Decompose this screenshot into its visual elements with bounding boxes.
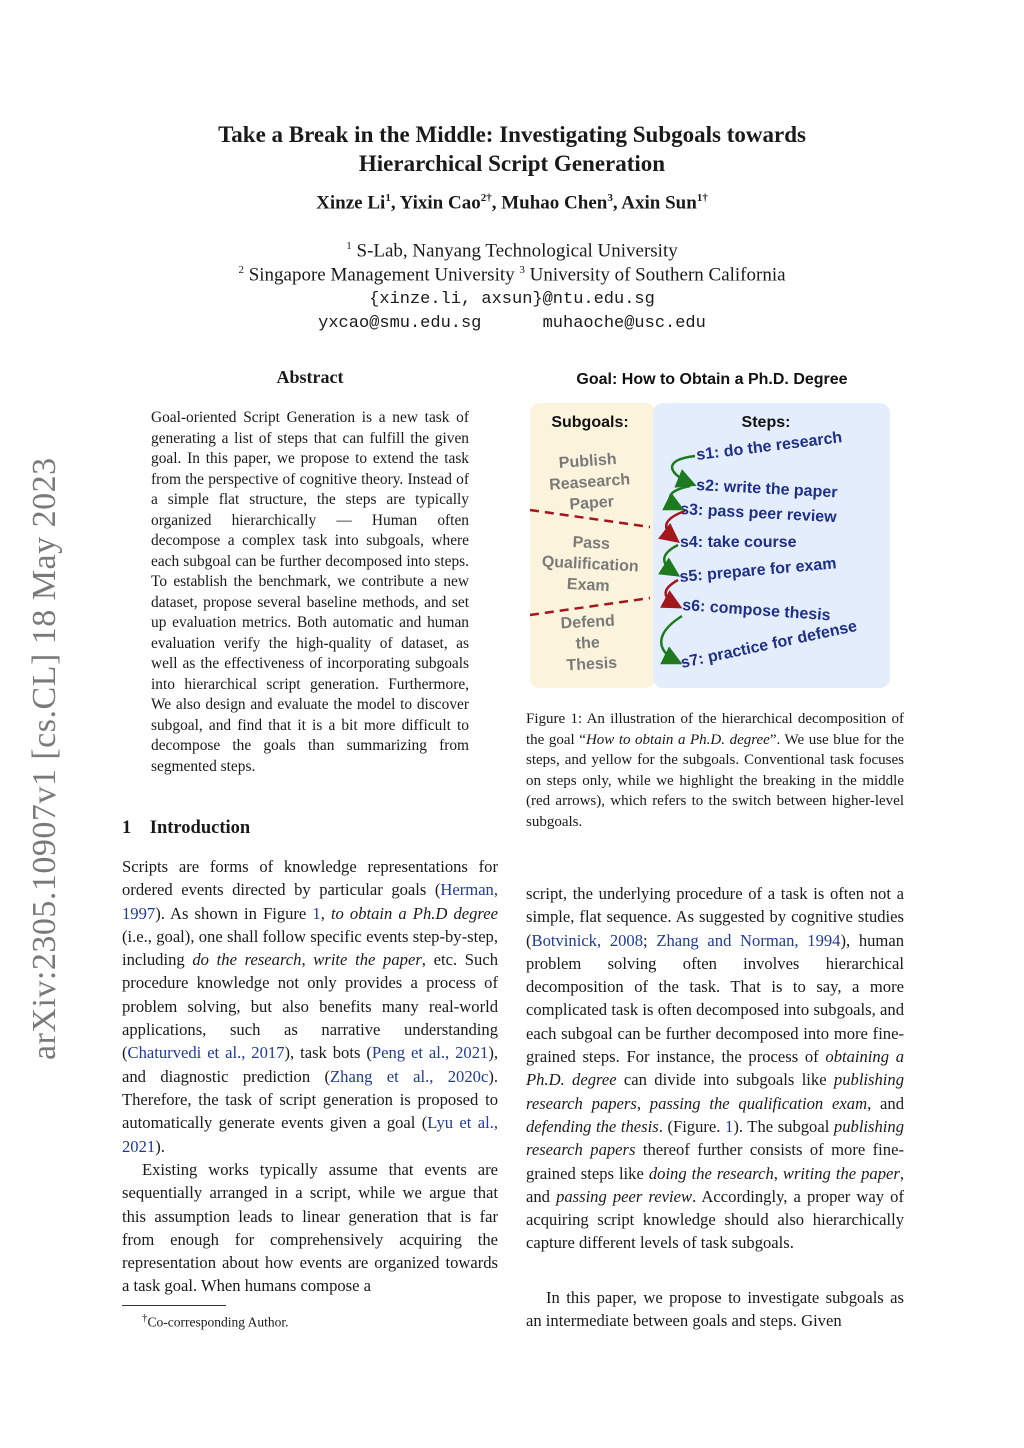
author-name: Axin Sun [621,192,697,214]
figure-ref-link[interactable]: 1 [312,903,321,923]
step-s6: s6: compose thesis [681,597,832,625]
email-address[interactable]: muhaoche@usc.edu [542,314,706,333]
italic-run: writing the paper [782,1163,900,1183]
author-sup: 2† [480,192,492,204]
text-run: ”. We use blue for the steps, and yellow for the subgoals. Conventional task focuses on steps only, while we highlight the breaking in the middle (red arrows), which refers to the switch between higher-level subgoals. [526,731,905,830]
step-s7: s7: practice for defense [679,617,859,672]
text-run: , etc. Such procedure knowledge not only provides a process of problem solving, but also benefits many real-world applications, such as narrative understanding ( [122,950,498,1063]
section-title: Introduction [149,818,251,838]
subgoal-3-line: Thesis [566,654,618,675]
citation-link[interactable]: Zhang and Norman, 1994 [656,930,841,950]
citation-link[interactable]: Herman, 1997 [122,880,498,923]
text-run: , and [526,1163,905,1206]
text-run: , [636,1093,650,1113]
subgoal-2-line: Exam [566,575,611,596]
text-run: ; [643,930,657,950]
italic-run: How to obtain a Ph.D. degree [585,731,770,748]
email-line-1[interactable]: {xinze.li, axsun}@ntu.edu.sg [369,290,655,309]
abstract-text: Goal-oriented Script Generation is a new task of generating a list of steps that can fulfill the given goal. In this paper, we propose to extend the task from the perspective of cognitive theory. Instead of a simple flat structure, the steps are typically organized hierarchically — Human often decompose a complex task into subgoals, where each subgoal can be further decomposed into steps. To establish the benchmark, we contribute a new dataset, propose several baseline methods, and set up evaluation metrics. Both automatic and human evaluation verify the high-quality of dataset, as well as the effectiveness of incorporating subgoals into hierarchical script generation. Furthermore, We also design and evaluate the model to discover subgoal, and find that it is a bit more difficult to decompose the goals than summarizing from segmented steps. [151,409,469,775]
intro-paragraph-2: Existing works typically assume that events are sequentially arranged in a script, while we argue that this assumption leads to linear generation that is far from enough for comprehensively acquiring the representation about how events are organized towards a task goal. When humans compose a [122,1160,498,1296]
affiliation-sup: 2 [238,264,244,276]
author-sup: 1 [385,192,391,204]
italic-run: doing the research [648,1163,774,1183]
author-name: Xinze Li [316,192,386,214]
citation-link[interactable]: Zhang et al., 2020c [330,1066,489,1086]
text-run: ), and diagnostic prediction ( [122,1043,498,1086]
step-s1: s1: do the research [695,429,844,464]
text-run: Figure 1: An illustration of the hierarchical decomposition of the goal “ [526,711,904,748]
right-paragraph-2: In this paper, we propose to investigate subgoals as an intermediate between goals and steps. Given [526,1288,904,1331]
arxiv-stamp: arXiv:2305.10907v1 [cs.CL] 18 May 2023 [26,457,63,1060]
subgoal-2-line: Qualification [541,553,640,576]
italic-run: defending the thesis [526,1116,659,1136]
text-run: , [773,1163,783,1183]
author-sup: 3 [607,192,613,204]
text-run: , and [867,1093,904,1113]
italic-run: obtaining a Ph.D. degree [526,1047,904,1090]
author-list: Xinze Li$^1$, Yixin Cao$^{2\dagger}$, Muhao Chen$^3$, Axin Sun$^{1\dagger}$ [316,192,708,214]
footnote-mark: † [142,1312,148,1324]
step-s2: s2: write the paper [695,477,838,502]
email-address[interactable]: yxcao@smu.edu.sg [318,314,482,333]
right-paragraph-1 [526,882,904,1255]
affiliation-line-2 [0,264,1024,286]
figure-goal-title: Goal: How to Obtain a Ph.D. Degree [576,371,848,388]
citation-link[interactable]: Botvinick, 2008 [531,930,644,950]
step-s4: s4: take course [680,534,797,551]
email-line-2 [0,314,1024,333]
text-run: ), human problem solving often involves hierarchical decomposition of the task. That is to say, a more complicated task is often decomposed into subgoals, and each subgoal can be further decomposed into more fine-grained steps. For instance, the process of [526,930,904,1067]
text-run: ). As shown in Figure [155,903,313,923]
subgoals-header: Subgoals: [551,414,629,431]
paper-title-line-2: Hierarchical Script Generation [358,151,666,176]
citation-link[interactable]: Lyu et al., 2021 [122,1113,499,1156]
affiliation-text: Singapore Management University [248,264,515,286]
text-run: . (Figure. [658,1116,726,1136]
affiliation-line-1 [0,240,1024,262]
subgoal-3-line: Defend [560,612,616,633]
text-run: script, the underlying procedure of a task is often not a simple, flat sequence. As suggested by cognitive studies ( [526,884,904,950]
italic-run: publishing research papers [526,1116,904,1160]
subgoal-3-line: the [575,634,601,653]
subgoal-1-line: Publish [558,451,618,473]
author-sup: 1† [696,192,708,204]
intro-paragraph-1 [122,855,498,1158]
text-run: ). The subgoal [733,1116,834,1136]
text-run: , [320,903,331,923]
italic-run: publishing research papers [526,1070,904,1113]
section-heading [122,818,250,839]
abstract-heading: Abstract [276,367,344,387]
text-run: thereof further consists of more fine-grained steps like [526,1140,904,1183]
figure-ref-link[interactable]: 1 [725,1116,734,1136]
footnote-rule [122,1305,226,1306]
text-run: can divide into subgoals like [616,1070,834,1090]
author-name: Muhao Chen [501,192,608,214]
author-name: Yixin Cao [399,192,481,214]
paper-title-line-1: Take a Break in the Middle: Investigating Subgoals towards [218,122,806,147]
subgoal-1-line: Paper [568,493,615,514]
italic-run: passing peer review [556,1186,693,1206]
affiliation-text: S-Lab, Nanyang Technological University [356,240,678,262]
italic-run: do the research [192,950,302,970]
text-run: ). [155,1136,165,1156]
italic-run: passing the qualification exam [649,1093,868,1113]
subgoal-1-line: Reasearch [548,471,631,494]
text-run: , [301,950,314,970]
footnote [142,1312,289,1331]
italic-run: write the paper [313,950,422,970]
step-s3: s3: pass peer review [679,501,838,527]
text-run: Scripts are forms of knowledge representations for ordered events directed by particular goals ( [122,857,498,900]
steps-header: Steps: [741,414,791,431]
affiliation-sup: 1 [346,240,352,252]
italic-run: to obtain a Ph.D degree [330,903,498,923]
footnote-text: Co-corresponding Author. [147,1314,289,1330]
figure-caption [526,709,904,832]
text-run: (i.e., goal), one shall follow specific events step-by-step, including [122,926,498,970]
step-s5: s5: prepare for exam [678,555,838,586]
citation-link[interactable]: Peng et al., 2021 [371,1043,489,1063]
figure-1 [520,360,904,700]
affiliation-text: University of Southern California [529,264,786,286]
subgoal-2-line: Pass [572,534,611,553]
affiliation-sup: 3 [519,264,525,276]
text-run: . Accordingly, a proper way of acquiring script knowledge should also hierarchically capture different levels of task subgoals. [526,1186,904,1253]
citation-link[interactable]: Chaturvedi et al., 2017 [127,1043,285,1063]
section-number: 1 [122,818,132,838]
text-run: ). Therefore, the task of script generation is proposed to automatically generate events given a goal ( [122,1066,498,1133]
text-run: ), task bots ( [284,1043,372,1063]
